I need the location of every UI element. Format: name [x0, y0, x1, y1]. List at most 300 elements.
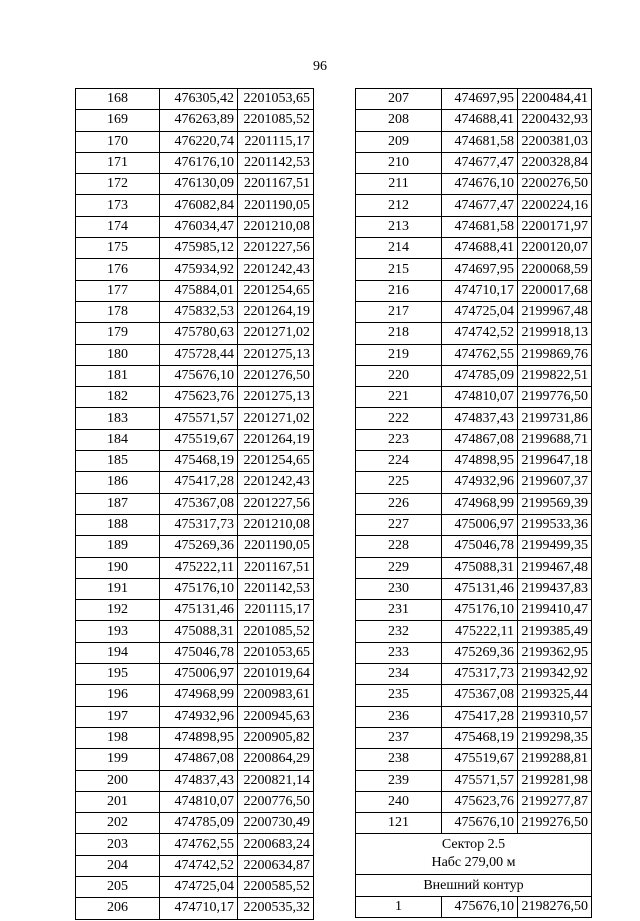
table-row [76, 259, 314, 280]
point-number: 185 [76, 451, 160, 472]
table-row [76, 876, 314, 897]
coord-x: 474810,07 [160, 791, 238, 812]
coord-x: 475269,36 [442, 642, 518, 663]
coord-x: 474837,43 [442, 408, 518, 429]
table-row [356, 472, 592, 493]
table-row [356, 621, 592, 642]
point-number: 210 [356, 152, 442, 173]
table-row [76, 493, 314, 514]
table-row [356, 259, 592, 280]
coord-y: 2199731,86 [518, 408, 592, 429]
table-row [356, 642, 592, 663]
point-number: 176 [76, 259, 160, 280]
table-row [356, 408, 592, 429]
coord-y: 2199918,13 [518, 323, 592, 344]
coord-x: 474710,17 [442, 280, 518, 301]
coord-y: 2199533,36 [518, 514, 592, 535]
point-number: 169 [76, 110, 160, 131]
coord-x: 474742,52 [160, 855, 238, 876]
coord-y: 2201271,02 [238, 323, 314, 344]
table-row [356, 280, 592, 301]
point-number: 213 [356, 216, 442, 237]
coord-y: 2201271,02 [238, 408, 314, 429]
coord-x: 474932,96 [442, 472, 518, 493]
coord-y: 2201242,43 [238, 472, 314, 493]
point-number: 179 [76, 323, 160, 344]
point-number: 171 [76, 152, 160, 173]
coord-y: 2200484,41 [518, 89, 592, 110]
coord-y: 2201085,52 [238, 110, 314, 131]
coord-x: 476220,74 [160, 131, 238, 152]
coord-x: 476034,47 [160, 216, 238, 237]
coord-x: 475832,53 [160, 301, 238, 322]
coord-y: 2199967,48 [518, 301, 592, 322]
point-number: 208 [356, 110, 442, 131]
table-row [356, 557, 592, 578]
coord-y: 2199342,92 [518, 664, 592, 685]
point-number: 219 [356, 344, 442, 365]
coord-y: 2201142,53 [238, 152, 314, 173]
table-row [76, 344, 314, 365]
point-number: 178 [76, 301, 160, 322]
contour-label: Внешний контур [356, 875, 592, 896]
coord-y: 2199385,49 [518, 621, 592, 642]
coord-y: 2201276,50 [238, 365, 314, 386]
point-number: 209 [356, 131, 442, 152]
table-row [76, 195, 314, 216]
table-row [356, 89, 592, 110]
table-row [356, 301, 592, 322]
point-number: 168 [76, 89, 160, 110]
point-number: 188 [76, 514, 160, 535]
table-row [356, 110, 592, 131]
coord-x: 475985,12 [160, 238, 238, 259]
coord-x: 474785,09 [442, 365, 518, 386]
point-number: 190 [76, 557, 160, 578]
coord-y: 2199281,98 [518, 770, 592, 791]
coord-x: 474968,99 [442, 493, 518, 514]
coord-y: 2200328,84 [518, 152, 592, 173]
table-row [76, 174, 314, 195]
point-number: 186 [76, 472, 160, 493]
coord-y: 2200983,61 [238, 685, 314, 706]
table-row [356, 429, 592, 450]
table-row [76, 131, 314, 152]
point-number: 196 [76, 685, 160, 706]
coord-y: 2200864,29 [238, 749, 314, 770]
point-number: 240 [356, 791, 442, 812]
point-number: 206 [76, 898, 160, 919]
table-row [76, 280, 314, 301]
point-number: 233 [356, 642, 442, 663]
coord-x: 474932,96 [160, 706, 238, 727]
coord-y: 2200017,68 [518, 280, 592, 301]
coord-y: 2201254,65 [238, 280, 314, 301]
point-number: 217 [356, 301, 442, 322]
coord-x: 475571,57 [160, 408, 238, 429]
coord-x: 474677,47 [442, 195, 518, 216]
coord-x: 474742,52 [442, 323, 518, 344]
table-row [356, 365, 592, 386]
table-row [76, 898, 314, 919]
coord-y: 2199362,95 [518, 642, 592, 663]
table-row [356, 536, 592, 557]
coord-y: 2199437,83 [518, 578, 592, 599]
table-row [356, 875, 592, 896]
point-number: 237 [356, 727, 442, 748]
point-number: 222 [356, 408, 442, 429]
table-row [356, 664, 592, 685]
coord-y: 2200776,50 [238, 791, 314, 812]
coord-y: 2200276,50 [518, 174, 592, 195]
point-number: 172 [76, 174, 160, 195]
coord-x: 474681,58 [442, 131, 518, 152]
coord-x: 474810,07 [442, 387, 518, 408]
coord-y: 2201210,08 [238, 514, 314, 535]
point-number: 121 [356, 813, 442, 834]
coord-y: 2201019,64 [238, 664, 314, 685]
coord-y: 2200535,32 [238, 898, 314, 919]
coord-x: 475676,10 [442, 813, 518, 834]
coord-y: 2199410,47 [518, 600, 592, 621]
coord-y: 2200585,52 [238, 876, 314, 897]
coord-x: 475367,08 [442, 685, 518, 706]
point-number: 175 [76, 238, 160, 259]
point-number: 212 [356, 195, 442, 216]
point-number: 184 [76, 429, 160, 450]
coord-x: 475131,46 [160, 600, 238, 621]
point-number: 180 [76, 344, 160, 365]
coord-x: 475317,73 [442, 664, 518, 685]
coord-y: 2201085,52 [238, 621, 314, 642]
table-row [356, 174, 592, 195]
coord-y: 2201254,65 [238, 451, 314, 472]
table-row [76, 216, 314, 237]
coord-x: 476263,89 [160, 110, 238, 131]
table-row [76, 323, 314, 344]
point-number: 202 [76, 813, 160, 834]
table-row [76, 578, 314, 599]
coord-x: 474898,95 [160, 727, 238, 748]
coord-x: 474867,08 [160, 749, 238, 770]
point-number: 182 [76, 387, 160, 408]
point-number: 170 [76, 131, 160, 152]
point-number: 197 [76, 706, 160, 727]
point-number: 225 [356, 472, 442, 493]
coord-x: 474837,43 [160, 770, 238, 791]
point-number: 216 [356, 280, 442, 301]
coord-x: 474725,04 [442, 301, 518, 322]
table-row [356, 216, 592, 237]
coord-x: 474688,41 [442, 238, 518, 259]
table-row [76, 472, 314, 493]
table-row [76, 429, 314, 450]
table-row [356, 387, 592, 408]
table-row [356, 344, 592, 365]
coord-x: 475728,44 [160, 344, 238, 365]
coord-x: 475222,11 [442, 621, 518, 642]
table-row [76, 514, 314, 535]
table-row [356, 195, 592, 216]
point-number: 231 [356, 600, 442, 621]
point-number: 215 [356, 259, 442, 280]
table-row [356, 813, 592, 834]
point-number: 232 [356, 621, 442, 642]
coord-x: 475519,67 [442, 749, 518, 770]
table-row [356, 727, 592, 748]
coord-x: 475269,36 [160, 536, 238, 557]
coord-x: 475676,10 [442, 896, 518, 917]
coord-y: 2199298,35 [518, 727, 592, 748]
coord-x: 474676,10 [442, 174, 518, 195]
table-row [356, 834, 592, 875]
coord-y: 2199276,50 [518, 813, 592, 834]
coord-x: 474688,41 [442, 110, 518, 131]
coord-x: 475780,63 [160, 323, 238, 344]
table-row [356, 578, 592, 599]
table-row [76, 813, 314, 834]
table-row [356, 323, 592, 344]
point-number: 220 [356, 365, 442, 386]
point-number: 199 [76, 749, 160, 770]
table-row [356, 896, 592, 917]
coord-x: 474968,99 [160, 685, 238, 706]
coord-x: 474725,04 [160, 876, 238, 897]
coord-y: 2199647,18 [518, 451, 592, 472]
coord-y: 2199310,57 [518, 706, 592, 727]
point-number: 200 [76, 770, 160, 791]
coord-y: 2200432,93 [518, 110, 592, 131]
coord-x: 475468,19 [442, 727, 518, 748]
coord-x: 476082,84 [160, 195, 238, 216]
table-row [76, 834, 314, 855]
coord-x: 475006,97 [442, 514, 518, 535]
coord-y: 2201227,56 [238, 493, 314, 514]
point-number: 201 [76, 791, 160, 812]
table-row [76, 301, 314, 322]
point-number: 177 [76, 280, 160, 301]
point-number: 198 [76, 727, 160, 748]
table-row [76, 791, 314, 812]
coord-y: 2201264,19 [238, 301, 314, 322]
table-row [356, 514, 592, 535]
coord-x: 475046,78 [442, 536, 518, 557]
coord-x: 474762,55 [442, 344, 518, 365]
point-number: 193 [76, 621, 160, 642]
coord-x: 474697,95 [442, 259, 518, 280]
coord-x: 475088,31 [442, 557, 518, 578]
table-row [356, 706, 592, 727]
coord-x: 474762,55 [160, 834, 238, 855]
point-number: 174 [76, 216, 160, 237]
coord-x: 475623,76 [442, 791, 518, 812]
coord-x: 476176,10 [160, 152, 238, 173]
point-number: 189 [76, 536, 160, 557]
coord-x: 475884,01 [160, 280, 238, 301]
coord-y: 2201210,08 [238, 216, 314, 237]
point-number: 221 [356, 387, 442, 408]
table-row [76, 387, 314, 408]
table-row [76, 685, 314, 706]
table-row [76, 89, 314, 110]
coord-y: 2201167,51 [238, 174, 314, 195]
coordinates-table-left [75, 88, 314, 920]
point-number: 238 [356, 749, 442, 770]
point-number: 235 [356, 685, 442, 706]
coord-x: 474867,08 [442, 429, 518, 450]
table-row [356, 749, 592, 770]
coord-x: 474710,17 [160, 898, 238, 919]
coord-y: 2201115,17 [238, 600, 314, 621]
point-number: 1 [356, 896, 442, 917]
coord-x: 474785,09 [160, 813, 238, 834]
coord-y: 2200821,14 [238, 770, 314, 791]
coord-y: 2200224,16 [518, 195, 592, 216]
coord-y: 2199869,76 [518, 344, 592, 365]
table-row [76, 557, 314, 578]
coord-x: 475317,73 [160, 514, 238, 535]
coord-y: 2201190,05 [238, 195, 314, 216]
coord-x: 475176,10 [160, 578, 238, 599]
coord-y: 2200905,82 [238, 727, 314, 748]
table-row [76, 727, 314, 748]
table-row [76, 408, 314, 429]
coord-y: 2200634,87 [238, 855, 314, 876]
coord-x: 474681,58 [442, 216, 518, 237]
point-number: 228 [356, 536, 442, 557]
table-row [76, 855, 314, 876]
point-number: 230 [356, 578, 442, 599]
coord-y: 2201275,13 [238, 387, 314, 408]
coord-y: 2199467,48 [518, 557, 592, 578]
point-number: 191 [76, 578, 160, 599]
point-number: 223 [356, 429, 442, 450]
table-row [356, 493, 592, 514]
coord-x: 475519,67 [160, 429, 238, 450]
coord-x: 475006,97 [160, 664, 238, 685]
coord-y: 2201053,65 [238, 642, 314, 663]
coord-x: 475571,57 [442, 770, 518, 791]
table-row [76, 642, 314, 663]
point-number: 211 [356, 174, 442, 195]
table-row [76, 600, 314, 621]
table-row [356, 131, 592, 152]
coord-y: 2200120,07 [518, 238, 592, 259]
coord-y: 2201264,19 [238, 429, 314, 450]
point-number: 239 [356, 770, 442, 791]
point-number: 226 [356, 493, 442, 514]
coord-x: 476305,42 [160, 89, 238, 110]
coord-y: 2201190,05 [238, 536, 314, 557]
coord-y: 2201115,17 [238, 131, 314, 152]
coord-x: 475176,10 [442, 600, 518, 621]
coord-x: 475131,46 [442, 578, 518, 599]
coord-y: 2201275,13 [238, 344, 314, 365]
table-row [76, 365, 314, 386]
coordinates-table-right [355, 88, 592, 918]
coord-x: 475417,28 [442, 706, 518, 727]
point-number: 205 [76, 876, 160, 897]
coord-y: 2201242,43 [238, 259, 314, 280]
point-number: 173 [76, 195, 160, 216]
coord-x: 475468,19 [160, 451, 238, 472]
table-row [356, 600, 592, 621]
table-row [76, 536, 314, 557]
table-row [76, 152, 314, 173]
point-number: 195 [76, 664, 160, 685]
coord-y: 2199325,44 [518, 685, 592, 706]
coord-x: 475367,08 [160, 493, 238, 514]
coord-x: 475046,78 [160, 642, 238, 663]
table-row [76, 451, 314, 472]
point-number: 194 [76, 642, 160, 663]
coord-x: 475934,92 [160, 259, 238, 280]
coord-x: 474898,95 [442, 451, 518, 472]
table-row [76, 749, 314, 770]
coord-y: 2199277,87 [518, 791, 592, 812]
coord-y: 2200171,97 [518, 216, 592, 237]
table-row [76, 664, 314, 685]
coord-y: 2201053,65 [238, 89, 314, 110]
point-number: 236 [356, 706, 442, 727]
coord-x: 474677,47 [442, 152, 518, 173]
coord-y: 2201167,51 [238, 557, 314, 578]
sector-title: Сектор 2.5 [441, 837, 506, 853]
table-row [76, 238, 314, 259]
table-row [356, 685, 592, 706]
table-row [76, 110, 314, 131]
coord-y: 2201227,56 [238, 238, 314, 259]
point-number: 214 [356, 238, 442, 259]
point-number: 187 [76, 493, 160, 514]
point-number: 183 [76, 408, 160, 429]
coord-x: 475676,10 [160, 365, 238, 386]
coord-y: 2199776,50 [518, 387, 592, 408]
coord-y: 2199822,51 [518, 365, 592, 386]
coord-y: 2200068,59 [518, 259, 592, 280]
point-number: 229 [356, 557, 442, 578]
table-row [76, 621, 314, 642]
point-number: 203 [76, 834, 160, 855]
coord-y: 2199569,39 [518, 493, 592, 514]
point-number: 234 [356, 664, 442, 685]
table-row [76, 706, 314, 727]
coord-x: 475088,31 [160, 621, 238, 642]
coord-y: 2201142,53 [238, 578, 314, 599]
table-row [356, 152, 592, 173]
sector-height: Набс 279,00 м [431, 855, 516, 871]
table-row [76, 770, 314, 791]
point-number: 218 [356, 323, 442, 344]
coord-y: 2200683,24 [238, 834, 314, 855]
coord-y: 2198276,50 [518, 896, 592, 917]
table-row [356, 451, 592, 472]
coord-y: 2200381,03 [518, 131, 592, 152]
page-number: 96 [313, 59, 327, 74]
point-number: 227 [356, 514, 442, 535]
table-row [356, 791, 592, 812]
point-number: 224 [356, 451, 442, 472]
point-number: 192 [76, 600, 160, 621]
coord-x: 475222,11 [160, 557, 238, 578]
coord-y: 2200730,49 [238, 813, 314, 834]
table-row [356, 238, 592, 259]
coord-y: 2199688,71 [518, 429, 592, 450]
point-number: 204 [76, 855, 160, 876]
coord-x: 475623,76 [160, 387, 238, 408]
coord-y: 2199288,81 [518, 749, 592, 770]
coord-x: 474697,95 [442, 89, 518, 110]
